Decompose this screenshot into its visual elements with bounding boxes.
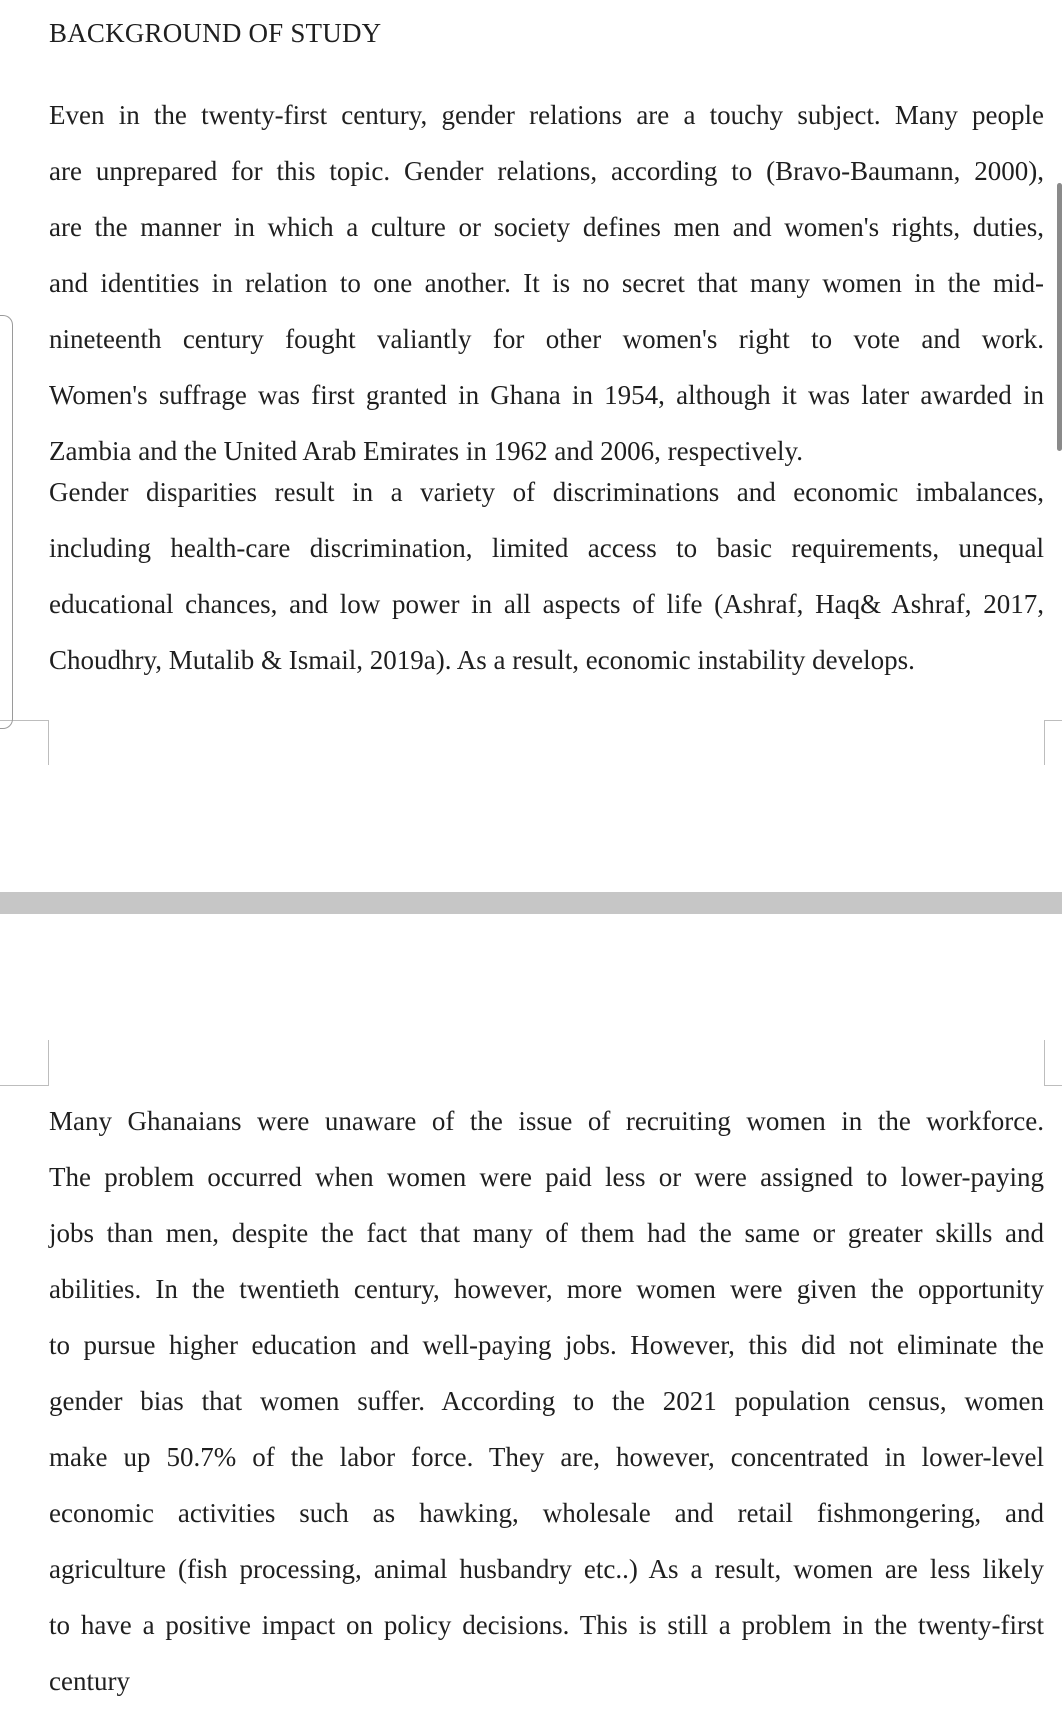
comment-range-bracket[interactable] [0,315,13,729]
paragraph-line: abilities. In the twentieth century, however, more women were given the opportunity [49,1274,1044,1304]
crop-mark-bottom-right-h [1044,720,1062,721]
paragraph-line: jobs than men, despite the fact that many of them had the same or greater skills and [49,1218,1044,1248]
paragraph-line: Zambia and the United Arab Emirates in 1962 and 2006, respectively. [49,436,804,466]
paragraph-line: Gender disparities result in a variety of discriminations and economic imbalances, [49,477,1044,507]
paragraph-line: Women's suffrage was first granted in Ghana in 1954, although it was later awarded in [49,380,1044,410]
paragraph-line: Many Ghanaians were unaware of the issue of recruiting women in the workforce. [49,1106,1044,1136]
page-separator [0,892,1062,914]
crop-mark-top-right-h [1044,1085,1062,1086]
paragraph-line: nineteenth century fought valiantly for other women's right to vote and work. [49,324,1044,354]
paragraph-line: including health-care discrimination, limited access to basic requirements, unequal [49,533,1044,563]
crop-mark-bottom-right [1044,720,1045,765]
document-page-2[interactable] [0,914,1062,1705]
crop-mark-top-left-h [0,1085,49,1086]
paragraph-line: century [49,1666,130,1696]
paragraph-line: and identities in relation to one another. It is no secret that many women in the mid- [49,268,1044,298]
vertical-scrollbar[interactable] [1057,183,1062,451]
section-heading: BACKGROUND OF STUDY [49,18,382,48]
paragraph-line: economic activities such as hawking, wholesale and retail fishmongering, and [49,1498,1044,1528]
paragraph-2 [49,464,1044,688]
paragraph-line: educational chances, and low power in all aspects of life (Ashraf, Haq& Ashraf, 2017, [49,589,1044,619]
paragraph-line: to have a positive impact on policy decisions. This is still a problem in the twenty-first [49,1610,1044,1640]
crop-mark-top-right [1044,1040,1045,1085]
crop-mark-bottom-left [48,720,49,765]
paragraph-line: are the manner in which a culture or society defines men and women's rights, duties, [49,212,1044,242]
paragraph-line: The problem occurred when women were paid less or were assigned to lower-paying [49,1162,1044,1192]
paragraph-line: gender bias that women suffer. According to the 2021 population census, women [49,1386,1044,1416]
paragraph-line: are unprepared for this topic. Gender relations, according to (Bravo-Baumann, 2000), [49,156,1044,186]
paragraph-1 [49,87,1044,479]
paragraph-3 [49,1093,1044,1709]
paragraph-line: to pursue higher education and well-paying jobs. However, this did not eliminate the [49,1330,1044,1360]
paragraph-line: make up 50.7% of the labor force. They are, however, concentrated in lower-level [49,1442,1044,1472]
paragraph-line: agriculture (fish processing, animal husbandry etc..) As a result, women are less likely [49,1554,1044,1584]
crop-mark-top-left [48,1040,49,1085]
paragraph-line: Even in the twenty-first century, gender relations are a touchy subject. Many people [49,100,1044,130]
paragraph-line: Choudhry, Mutalib & Ismail, 2019a). As a result, economic instability develops. [49,645,915,675]
